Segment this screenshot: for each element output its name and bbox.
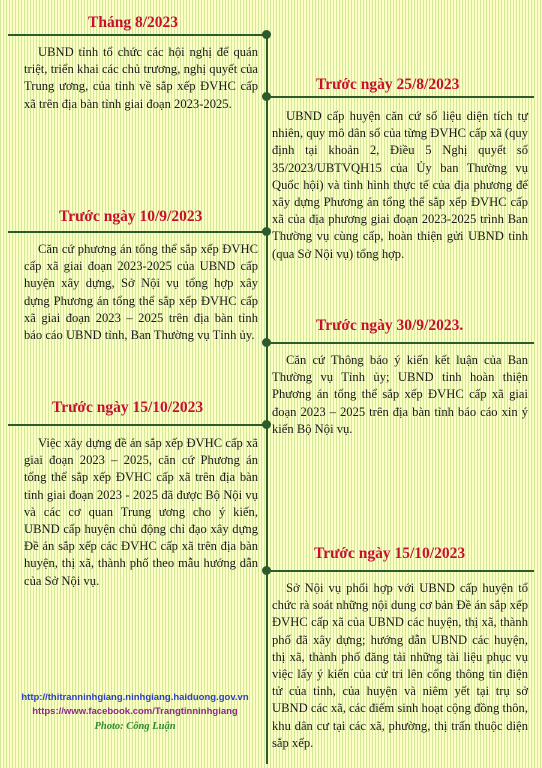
timeline-connector: [266, 96, 534, 98]
timeline-connector: [8, 231, 266, 233]
timeline-connector: [8, 34, 266, 36]
event-text: Căn cứ phương án tổng thể sắp xếp ĐVHC cấp xã giai đoạn 2023-2025 của UBND cấp huyện xây dựng, Sở Nội vụ tổng hợp xây dựng Phương án tổng thể sắp xếp ĐVHC cấp xã giai đoạn 2023 – 2025 trên địa bàn tỉnh báo cáo UBND tỉnh, Ban Thường vụ Tỉnh ủy.: [24, 242, 258, 343]
event-title: Trước ngày 15/10/2023: [314, 545, 466, 562]
event-title: Trước ngày 15/10/2023: [52, 399, 204, 416]
event-text: Việc xây dựng đề án sắp xếp ĐVHC cấp xã giai đoạn 2023 – 2025, căn cứ Phương án tổng thể sắp xếp ĐVHC cấp xã trên địa bàn tỉnh giai đoạn 2023 - 2025 đã được Bộ Nội vụ và các cơ quan Trung ương cho ý kiến, UBND cấp huyện chủ động chỉ đạo xây dựng Đề án sắp xếp các ĐVHC cấp xã trên địa bàn huyện, thị xã, thành phố theo mẫu hướng dẫn của Sở Nội vụ.: [24, 436, 258, 588]
timeline-dot: [262, 30, 271, 39]
event-text: UBND cấp huyện căn cứ số liệu diện tích tự nhiên, quy mô dân số của từng ĐVHC cấp xã (quy định tại khoản 2, Điều 5 Nghị quyết số 35/2023/UBTVQH15 của Ủy ban Thường vụ Quốc hội) và tình hình thực tế của địa phương để xây dựng Phương án tổng thể sắp xếp ĐVHC cấp xã của địa phương giai đoạn 2023-2025 trình Ban Thường vụ cùng cấp, hoàn thiện gửi UBND tỉnh (qua Sở Nội vụ) tổng hợp.: [272, 109, 528, 261]
timeline-dot: [262, 566, 271, 575]
event-text: UBND tỉnh tổ chức các hội nghị để quán triệt, triển khai các chủ trương, nghị quyết của Trung ương, của tỉnh về sắp xếp ĐVHC cấp xã trên địa bàn tỉnh giai đoạn 2023-2025.: [24, 45, 258, 111]
photo-credit: Photo: Công Luận: [94, 721, 176, 732]
timeline-dot: [262, 420, 271, 429]
timeline-dot: [262, 92, 271, 101]
timeline-dot: [262, 338, 271, 347]
event-title: Tháng 8/2023: [88, 14, 179, 31]
timeline-dot: [262, 227, 271, 236]
event-text: Căn cứ Thông báo ý kiến kết luận của Ban Thường vụ Tỉnh ủy; UBND tỉnh hoàn thiện Phương án tổng thể sắp xếp ĐVHC cấp xã giai đoạn 2023 – 2025 trên địa bàn tỉnh báo cáo xin ý kiến Bộ Nội vụ.: [272, 353, 528, 436]
event-title: Trước ngày 30/9/2023.: [316, 317, 464, 334]
event-text: Sở Nội vụ phối hợp với UBND cấp huyện tổ chức rà soát những nội dung cơ bản Đề án sắp xếp ĐVHC cấp xã của UBND các huyện, thị xã, thành phố đã xây dựng; hướng dẫn UBND các huyện, thị xã, thành phố đăng tải những tài liệu phục vụ việc lấy ý kiến của cử tri lên cổng thông tin điện tử của tỉnh, của huyện và niêm yết tại trụ sở UBND các xã, các điểm sinh hoạt cộng đồng thôn, khu dân cư tại các xã, phường, thị trấn thuộc diện sắp xếp.: [272, 581, 528, 750]
timeline-connector: [266, 570, 534, 572]
timeline-connector: [8, 424, 266, 426]
website-link[interactable]: http://thitranninhgiang.ninhgiang.haiduong.gov.vn: [21, 692, 249, 703]
event-title: Trước ngày 25/8/2023: [316, 76, 460, 93]
timeline-line: [266, 34, 268, 764]
facebook-link[interactable]: https://www.facebook.com/Trangtinninhgiang: [32, 706, 238, 717]
timeline-connector: [266, 342, 534, 344]
event-title: Trước ngày 10/9/2023: [59, 208, 203, 225]
